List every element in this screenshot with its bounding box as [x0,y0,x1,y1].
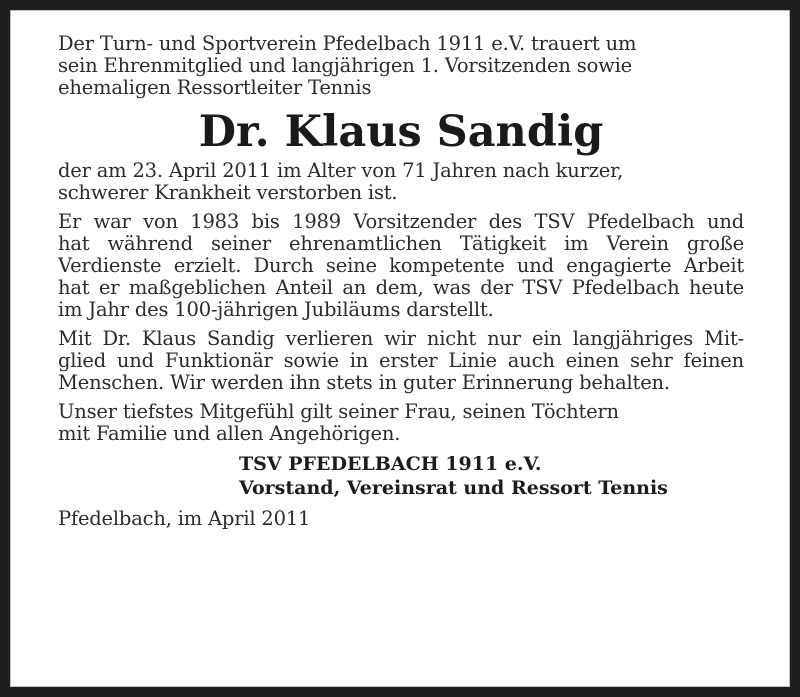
death-line: schwerer Krankheit verstorben ist. [58,181,398,204]
condolences-paragraph [58,401,744,445]
tribute-line: glied und Funktionär sowie in erster Linie auch einen sehr feinen [58,349,744,372]
intro-paragraph [58,33,744,99]
obituary-notice [10,10,790,687]
signature-committee: Vorstand, Vereinsrat und Ressort Tennis [239,477,668,499]
tribute-line: Mit Dr. Klaus Sandig verlieren wir nicht nur ein langjähriges Mit- [58,327,744,350]
deceased-name: Dr. Klaus Sandig [198,107,604,157]
intro-line: ehemaligen Ressortleiter Tennis [58,76,372,99]
place-date: Pfedelbach, im April 2011 [58,507,311,530]
signature-organization: TSV PFEDELBACH 1911 e.V. [239,453,542,475]
notice-content [58,33,744,530]
signature-block [239,452,744,500]
death-paragraph [58,160,744,204]
career-paragraph [58,211,744,321]
career-line: hat während seiner ehrenamtlichen Tätigkeit im Verein große [58,232,744,255]
career-line: im Jahr des 100-jährigen Jubiläums darstellt. [58,298,494,321]
intro-line: sein Ehrenmitglied und langjährigen 1. Vorsitzenden sowie [58,54,632,77]
condolences-line: Unser tiefstes Mitgefühl gilt seiner Frau, seinen Töchtern [58,400,619,423]
intro-line: Der Turn- und Sportverein Pfedelbach 1911 e.V. trauert um [58,32,637,55]
career-line: Verdienste erzielt. Durch seine kompetente und engagierte Arbeit [58,254,744,277]
career-line: hat er maßgeblichen Anteil an dem, was der TSV Pfedelbach heute [58,276,744,299]
tribute-paragraph [58,328,744,394]
tribute-line: Menschen. Wir werden ihn stets in guter Erinnerung behalten. [58,371,670,394]
career-line: Er war von 1983 bis 1989 Vorsitzender des TSV Pfedelbach und [58,210,744,233]
death-line: der am 23. April 2011 im Alter von 71 Jahren nach kurzer, [58,159,624,182]
condolences-line: mit Familie und allen Angehörigen. [58,422,401,445]
